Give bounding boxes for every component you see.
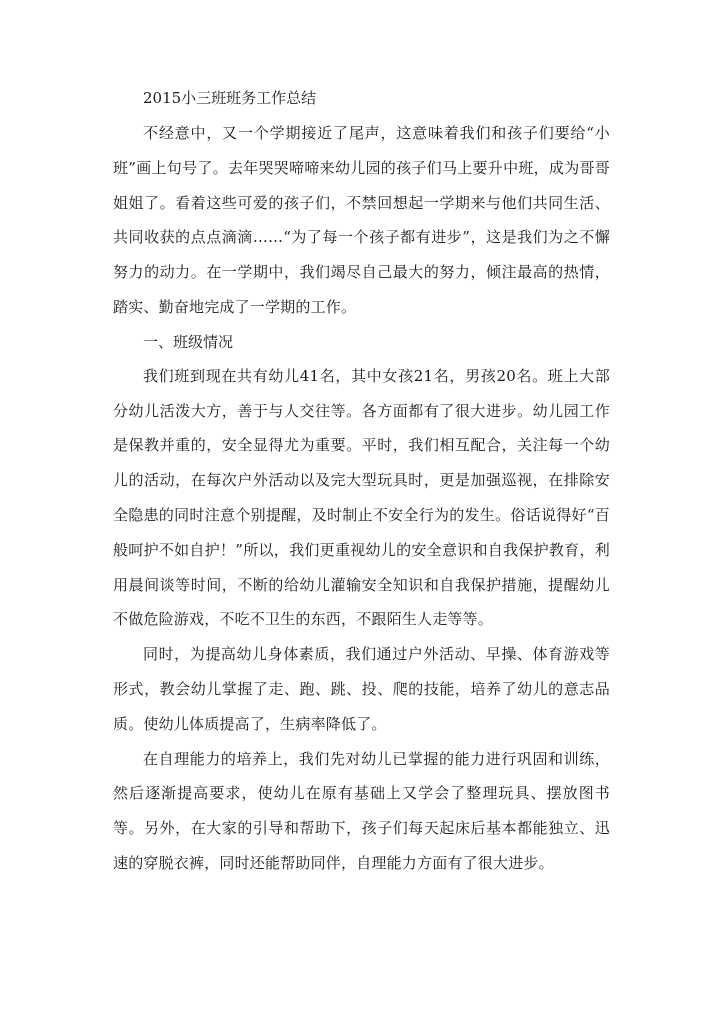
class-situation-paragraph: 我们班到现在共有幼儿41名，其中女孩21名，男孩20名。班上大部分幼儿活泼大方，善于与人交往等。各方面都有了很大进步。幼儿园工作是保教并重的，安全显得尤为重要。平时，我们相互配合，关注每一个幼儿的活动，在每次户外活动以及完大型玩具时，更是加强巡视，在排除安全隐患的同时注意个别提醒，及时制止不安全行为的发生。俗话说得好“百般呵护不如自护！”所以，我们更重视幼儿的安全意识和自我保护教育，利用晨间谈等时间，不断的给幼儿灌输安全知识和自我保护措施，提醒幼儿不做危险游戏，不吃不卫生的东西，不跟陌生人走等等。: [113, 366, 610, 629]
intro-paragraph: 不经意中，又一个学期接近了尾声，这意味着我们和孩子们要给“小班”画上句号了。去年哭哭啼啼来幼儿园的孩子们马上要升中班，成为哥哥姐姐了。看着这些可爱的孩子们，不禁回想起一学期来与他们共同生活、共同收获的点点滴滴……“为了每一个孩子都有进步”，这是我们为之不懈努力的动力。在一学期中，我们竭尽自己最大的努力，倾注最高的热情，踏实、勤奋地完成了一学期的工作。: [113, 124, 610, 316]
section-heading-class-situation: 一、班级情况: [143, 332, 234, 351]
physical-fitness-paragraph: 同时，为提高幼儿身体素质，我们通过户外活动、早操、体育游戏等形式，教会幼儿掌握了走、跑、跳、投、爬的技能，培养了幼儿的意志品质。使幼儿体质提高了，生病率降低了。: [113, 645, 610, 733]
document-title: 2015小三班班务工作总结: [143, 89, 317, 107]
self-care-paragraph: 在自理能力的培养上，我们先对幼儿已掌握的能力进行巩固和训练，然后逐渐提高要求，使幼儿在原有基础上又学会了整理玩具、摆放图书等。另外，在大家的引导和帮助下，孩子们每天起床后基本都能独立、迅速的穿脱衣裤，同时还能帮助同伴，自理能力方面有了很大进步。: [113, 749, 610, 872]
document-page: [113, 82, 610, 881]
